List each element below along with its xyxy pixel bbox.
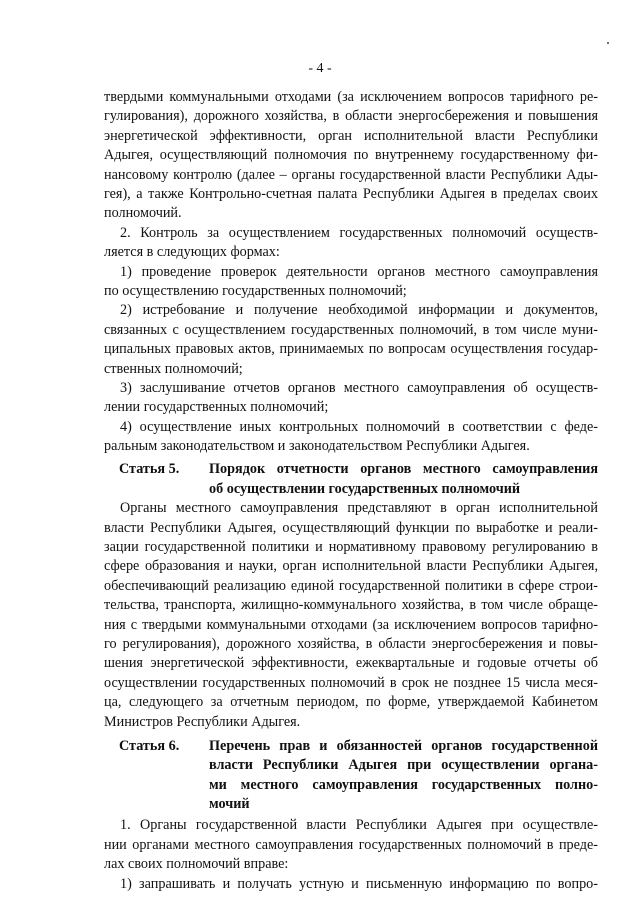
text-line: 3) заслушивание отчетов органов местного самоуправления об осуществ-: [120, 380, 598, 396]
text-line: осуществлении государственных полномочий в срок не позднее 15 числа меся-: [104, 674, 598, 691]
article-6-title-line: власти Республики Адыгея при осуществлении органа-: [209, 757, 598, 774]
text-line: ципальных правовых актов, принимаемых по вопросам осуществления государ-: [104, 341, 598, 358]
article-6-label: Статья 6.: [119, 737, 180, 754]
text-line: 2. Контроль за осуществлением государственных полномочий осуществ-: [120, 224, 598, 241]
text-line: тельства, транспорта, жилищно-коммунального хозяйства, в том числе обраще-: [104, 597, 598, 614]
article-5-title-line: об осуществлении государственных полномочий: [209, 480, 521, 497]
text-line: 1) запрашивать и получать устную и письменную информацию по вопро-: [120, 875, 598, 892]
text-line: 1) проведение проверок деятельности органов местного самоуправления: [120, 263, 598, 280]
text-line: власти Республики Адыгея, осуществляющий функции по выработке и реали-: [104, 519, 598, 536]
text-line: Органы местного самоуправления представляют в орган исполнительной: [120, 500, 598, 517]
text-line: 2) истребование и получение необходимой информации и документов,: [120, 302, 598, 319]
text-line: 1. Органы государственной власти Республики Адыгея при осуществле-: [120, 817, 598, 834]
text-line: обеспечивающий реализацию единой государственной политики в сфере строи-: [104, 577, 598, 594]
text-line: ния с твердыми коммунальными отходами (за исключением вопросов тарифно-: [104, 616, 598, 633]
page-number: - 4 -: [308, 61, 332, 76]
article-6-title-line: ми местного самоуправления государственных полно-: [209, 776, 598, 793]
article-5-title-line: Порядок отчетности органов местного самоуправления: [209, 461, 598, 478]
text-line: ственных полномочий;: [104, 360, 243, 377]
text-line: гея), а также Контрольно-счетная палата Республики Адыгея в пределах своих: [104, 186, 598, 202]
article-6-title-line: Перечень прав и обязанностей органов государственной: [209, 737, 598, 754]
text-line: ляется в следующих формах:: [104, 244, 280, 261]
text-line: лах своих полномочий вправе:: [104, 856, 289, 873]
text-line: полномочий.: [104, 205, 182, 222]
text-line: сфере образования и науки, орган исполнительной власти Республики Адыгея,: [104, 558, 598, 575]
text-line: энергетической эффективности, орган исполнительной власти Республики: [104, 127, 598, 144]
text-line: связанных с осуществлением государственных полномочий, в том числе муни-: [104, 321, 598, 338]
text-line: зации государственной политики и нормативному правовому регулированию в: [104, 539, 598, 556]
text-line: нии органами местного самоуправления государственных полномочий в преде-: [104, 836, 598, 853]
text-line: ца, следующего за отчетным периодом, по форме, утверждаемой Кабинетом: [104, 694, 598, 711]
scan-speck: [607, 42, 609, 44]
text-line: нансовому контролю (далее – органы государственной власти Республики Ады-: [104, 166, 598, 183]
text-line: лении государственных полномочий;: [104, 399, 329, 416]
text-line: гулирования), дорожного хозяйства, в области энергосбережения и повышения: [104, 108, 598, 125]
text-line: шения энергетической эффективности, ежеквартальные и годовые отчеты об: [104, 655, 598, 672]
article-5-label: Статья 5.: [119, 461, 180, 478]
article-6-title-line: мочий: [209, 796, 250, 813]
text-line: Министров Республики Адыгея.: [104, 713, 301, 730]
text-line: го регулирования), дорожного хозяйства, в области энергосбережения и повы-: [104, 636, 598, 653]
text-line: твердыми коммунальными отходами (за исключением вопросов тарифного ре-: [104, 89, 598, 105]
text-line: 4) осуществление иных контрольных полномочий в соответствии с феде-: [120, 418, 598, 435]
text-line: ральным законодательством и законодательством Республики Адыгея.: [104, 438, 530, 455]
text-line: Адыгея, осуществляющий полномочия по внутреннему государственному фи-: [104, 147, 598, 164]
text-line: по осуществлению государственных полномочий;: [104, 283, 407, 299]
